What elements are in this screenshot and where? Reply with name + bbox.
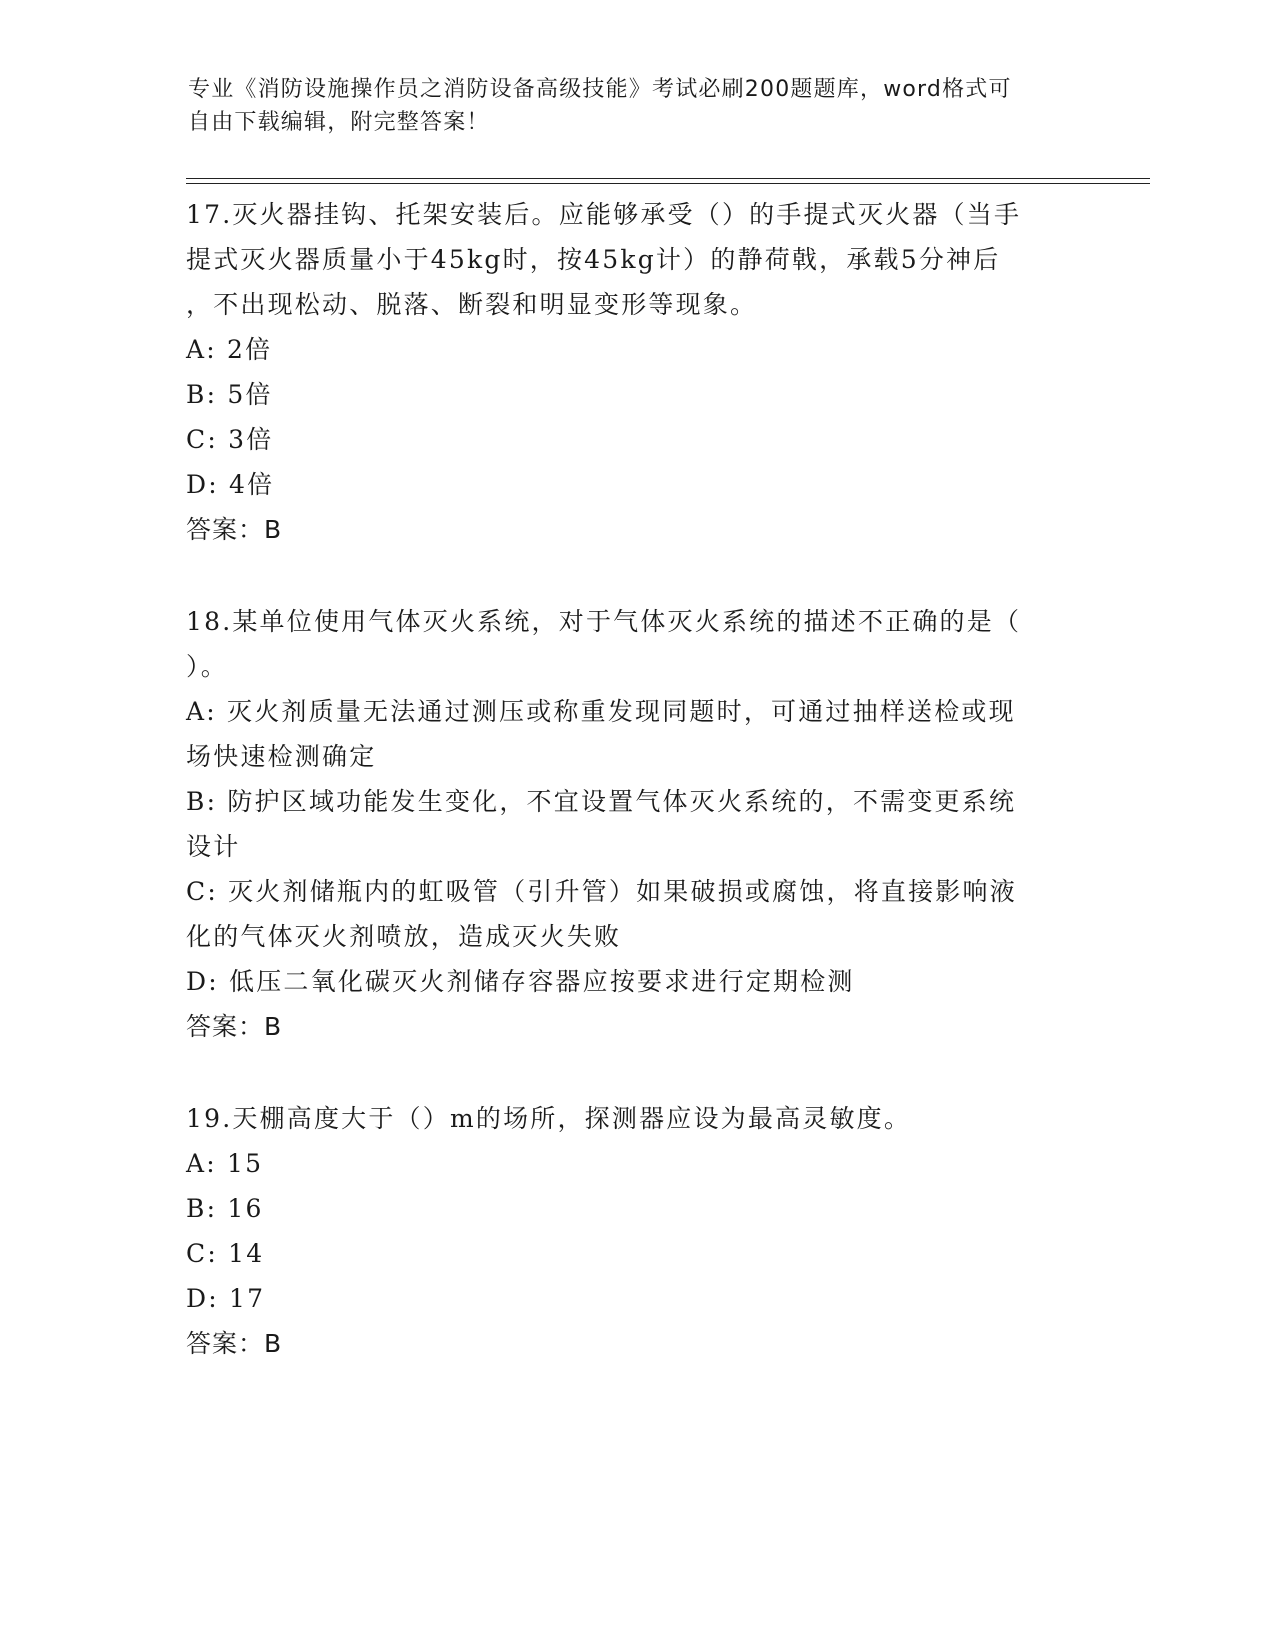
question-19	[186, 1096, 1066, 1366]
answer-label: 答案：B	[186, 515, 283, 544]
option-c: C: 3倍	[186, 425, 274, 454]
header-line-1: 专业《消防设施操作员之消防设备高级技能》考试必刷200题题库，word格式可	[188, 77, 1012, 102]
question-stem-line: 提式灭火器质量小于45kg时，按45kg计）的静荷戟，承载5分神后	[186, 245, 1001, 274]
question-stem-line: ，不出现松动、脱落、断裂和明显变形等现象。	[186, 290, 758, 319]
question-stem-line: 18.某单位使用气体灭火系统，对于气体灭火系统的描述不正确的是（	[186, 607, 1022, 636]
option-a-continued: 场快速检测确定	[186, 742, 377, 771]
option-b: B: 5倍	[186, 380, 273, 409]
header-line-2: 自由下载编辑，附完整答案！	[188, 110, 490, 135]
option-a: A: 灭火剂质量无法通过测压或称重发现同题时，可通过抽样送检或现	[186, 697, 1016, 726]
option-a: A: 2倍	[186, 335, 273, 364]
option-b: B: 防护区域功能发生变化，不宜设置气体灭火系统的，不需变更系统	[186, 787, 1017, 816]
question-18	[186, 599, 1066, 1049]
question-stem-line: 19.天棚高度大于（）m的场所，探测器应设为最高灵敏度。	[186, 1104, 912, 1133]
question-17	[186, 192, 1066, 552]
option-c-continued: 化的气体灭火剂喷放，造成灭火失败	[186, 922, 622, 951]
option-c: C: 14	[186, 1239, 265, 1268]
answer-label: 答案：B	[186, 1329, 283, 1358]
option-d: D: 17	[186, 1284, 266, 1313]
option-c: C: 灭火剂储瓶内的虹吸管（引升管）如果破损或腐蚀，将直接影响液	[186, 877, 1017, 906]
answer-label: 答案：B	[186, 1012, 283, 1041]
question-stem-line: ）。	[186, 652, 228, 681]
option-a: A: 15	[186, 1149, 264, 1178]
option-d: D: 4倍	[186, 470, 275, 499]
question-list	[186, 192, 1066, 1413]
option-b-continued: 设计	[186, 832, 241, 861]
question-stem-line: 17.灭火器挂钩、托架安装后。应能够承受（）的手提式灭火器（当手	[186, 200, 1022, 229]
option-d: D: 低压二氧化碳灭火剂储存容器应按要求进行定期检测	[186, 967, 855, 996]
document-header	[188, 73, 1068, 139]
header-divider-bottom	[186, 183, 1150, 184]
option-b: B: 16	[186, 1194, 264, 1223]
header-divider-top	[186, 178, 1150, 179]
